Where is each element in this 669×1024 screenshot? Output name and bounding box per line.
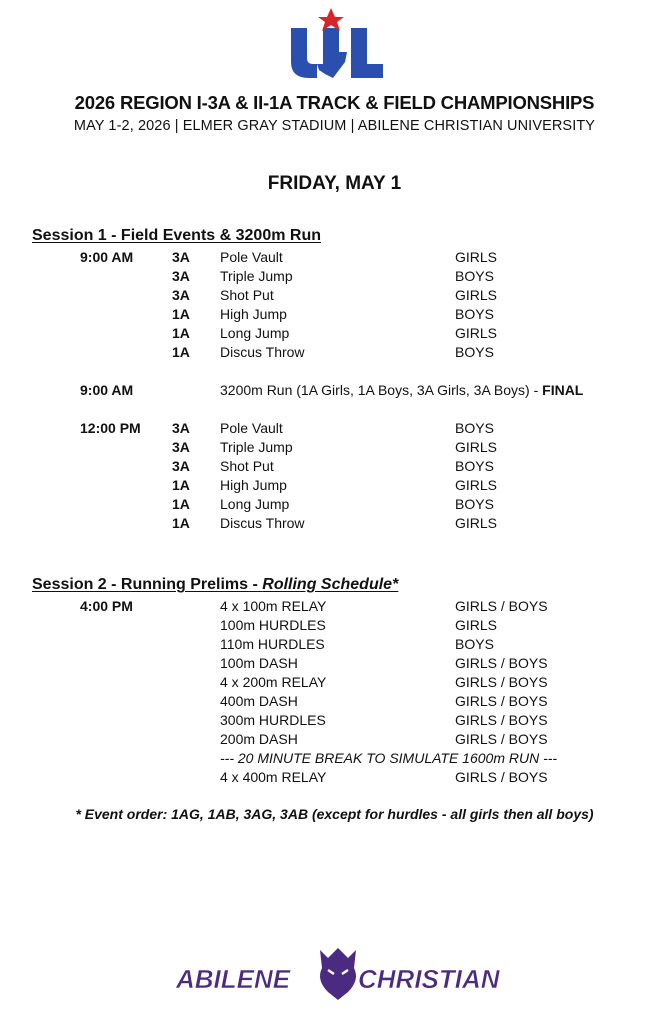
division-cell: 3A (172, 268, 190, 284)
gender-cell: GIRLS (455, 617, 498, 633)
gender-cell: GIRLS / BOYS (455, 769, 548, 785)
division-cell: 3A (172, 420, 190, 436)
division-cell: 1A (172, 496, 190, 512)
event-cell: 4 x 200m RELAY (220, 674, 327, 690)
break-note: --- 20 MINUTE BREAK TO SIMULATE 1600m RUN --- (220, 750, 558, 766)
time-cell: 9:00 AM (80, 249, 134, 265)
event-cell: Shot Put (220, 287, 274, 303)
gender-cell: GIRLS (455, 515, 498, 531)
event-cell: Discus Throw (220, 515, 305, 531)
table-row (0, 731, 669, 750)
event-cell: 100m HURDLES (220, 617, 326, 633)
event-cell: 4 x 400m RELAY (220, 769, 327, 785)
uil-logo (289, 8, 385, 80)
table-row (0, 287, 669, 306)
session-2-separator: - (248, 576, 263, 593)
gender-cell: GIRLS (455, 287, 498, 303)
page-title: 2026 REGION I-3A & II-1A TRACK & FIELD CHAMPIONSHIPS (74, 92, 595, 113)
gender-cell: BOYS (455, 268, 494, 284)
division-cell: 1A (172, 477, 190, 493)
event-text: 3200m Run (1A Girls, 1A Boys, 3A Girls, 3A Boys) - (220, 382, 543, 398)
division-cell: 1A (172, 325, 190, 341)
gender-cell: GIRLS / BOYS (455, 598, 548, 614)
division-cell: 1A (172, 344, 190, 360)
table-row (0, 420, 669, 439)
event-cell: Shot Put (220, 458, 274, 474)
day-heading: FRIDAY, MAY 1 (267, 173, 402, 194)
event-cell: Triple Jump (220, 268, 293, 284)
gender-cell: BOYS (455, 458, 494, 474)
table-row (0, 617, 669, 636)
event-cell: High Jump (220, 477, 287, 493)
gender-cell: GIRLS / BOYS (455, 655, 548, 671)
gender-cell: GIRLS (455, 477, 498, 493)
table-row (0, 344, 669, 363)
event-cell: 100m DASH (220, 655, 298, 671)
table-row (0, 458, 669, 477)
abilene-christian-logo (172, 944, 504, 1004)
event-cell: Triple Jump (220, 439, 293, 455)
session-2-heading (32, 576, 398, 594)
gender-cell: GIRLS (455, 325, 498, 341)
event-cell: 200m DASH (220, 731, 298, 747)
event-cell: Long Jump (220, 325, 290, 341)
event-cell (220, 382, 583, 398)
table-row (0, 712, 669, 731)
table-row (0, 655, 669, 674)
division-cell: 3A (172, 439, 190, 455)
division-cell: 3A (172, 287, 190, 303)
event-cell: Discus Throw (220, 344, 305, 360)
gender-cell: BOYS (455, 344, 494, 360)
table-row (0, 769, 669, 788)
gender-cell: GIRLS (455, 249, 498, 265)
gender-cell: BOYS (455, 306, 494, 322)
time-cell: 4:00 PM (80, 598, 133, 614)
table-row (0, 306, 669, 325)
event-cell: 110m HURDLES (220, 636, 325, 652)
event-subtitle: MAY 1-2, 2026 | ELMER GRAY STADIUM | ABILENE CHRISTIAN UNIVERSITY (73, 118, 596, 134)
division-cell: 3A (172, 458, 190, 474)
table-row (0, 496, 669, 515)
table-row (0, 249, 669, 268)
event-cell: Pole Vault (220, 249, 283, 265)
table-row (0, 693, 669, 712)
event-cell: 400m DASH (220, 693, 298, 709)
gender-cell: GIRLS / BOYS (455, 674, 548, 690)
division-cell: 1A (172, 306, 190, 322)
gender-cell: BOYS (455, 636, 494, 652)
gender-cell: GIRLS / BOYS (455, 731, 548, 747)
table-row (0, 515, 669, 534)
table-row (0, 325, 669, 344)
event-cell: 4 x 100m RELAY (220, 598, 327, 614)
division-cell: 1A (172, 515, 190, 531)
table-row (0, 750, 669, 769)
rolling-schedule-label: Rolling Schedule* (262, 576, 399, 593)
table-row (0, 598, 669, 617)
session-1-heading: Session 1 - Field Events & 3200m Run (32, 227, 321, 244)
gender-cell: GIRLS (455, 439, 498, 455)
table-row (0, 636, 669, 655)
event-cell: High Jump (220, 306, 287, 322)
time-cell: 9:00 AM (80, 382, 134, 398)
table-row (0, 674, 669, 693)
time-cell: 12:00 PM (80, 420, 141, 436)
acu-word-christian: CHRISTIAN (358, 964, 500, 994)
gender-cell: GIRLS / BOYS (455, 712, 548, 728)
event-cell: Pole Vault (220, 420, 283, 436)
event-order-footnote: * Event order: 1AG, 1AB, 3AG, 3AB (except for hurdles - all girls then all boys) (75, 806, 594, 822)
gender-cell: GIRLS / BOYS (455, 693, 548, 709)
table-row (0, 439, 669, 458)
table-row (0, 477, 669, 496)
event-cell: Long Jump (220, 496, 290, 512)
gender-cell: BOYS (455, 420, 494, 436)
table-row (0, 382, 669, 401)
session-2-title: Session 2 - Running Prelims (32, 576, 249, 593)
table-row (0, 268, 669, 287)
acu-word-abilene: ABILENE (176, 964, 291, 994)
event-cell: 300m HURDLES (220, 712, 326, 728)
gender-cell: BOYS (455, 496, 494, 512)
division-cell: 3A (172, 249, 190, 265)
final-label: FINAL (542, 382, 584, 398)
